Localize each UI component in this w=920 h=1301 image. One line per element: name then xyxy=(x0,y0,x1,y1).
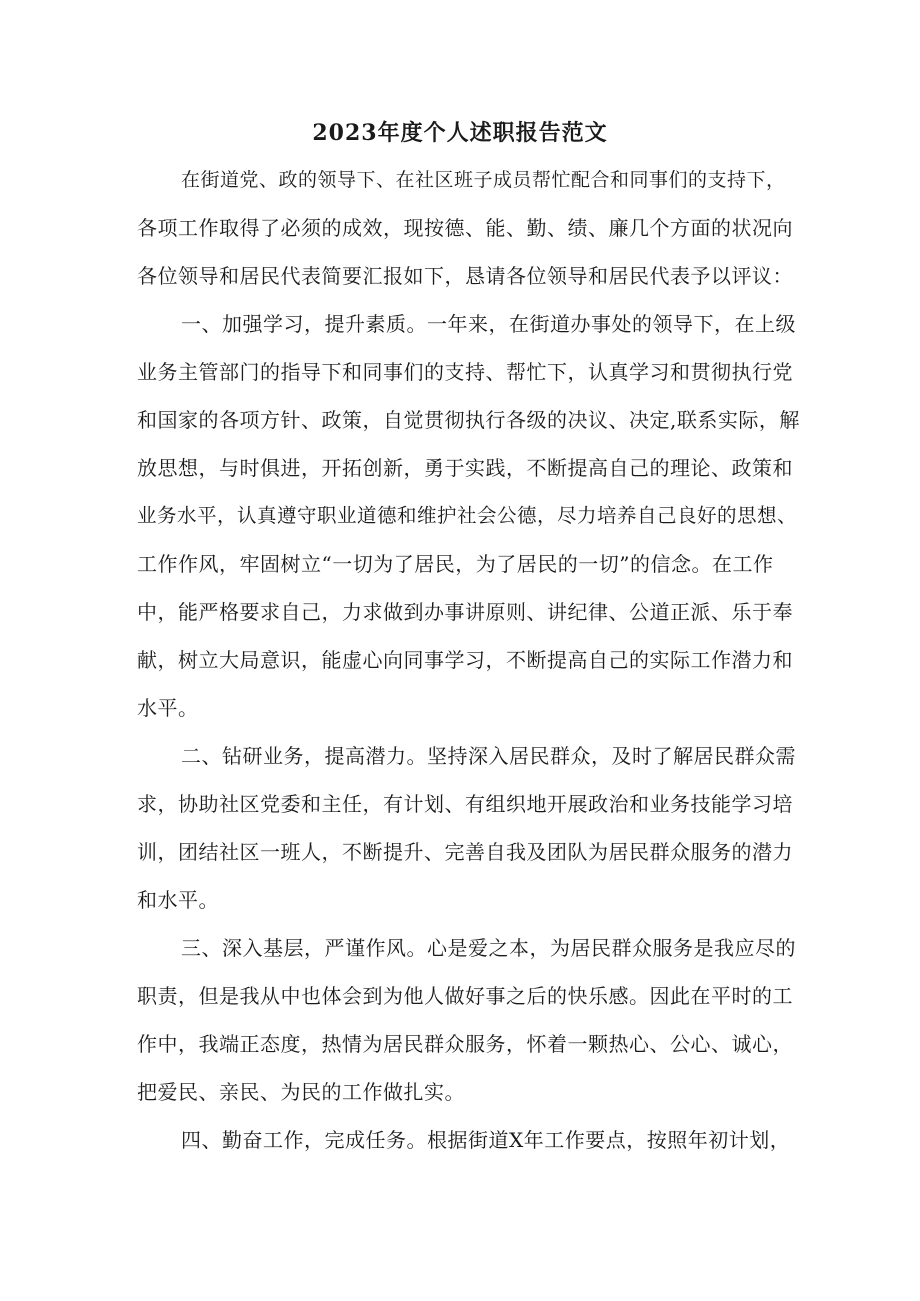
text-line: 各项工作取得了必须的成效，现按德、能、勤、绩、廉几个方面的状况向 xyxy=(137,216,793,240)
text-line: 放思想，与时俱进，开拓创新，勇于实践，不断提高自己的理论、政策和 xyxy=(137,456,793,480)
text-line: 水平。 xyxy=(137,696,199,720)
text-line: 训，团结社区一班人，不断提升、完善自我及团队为居民群众服务的潜力 xyxy=(137,840,793,864)
text-line: 业务水平，认真遵守职业道德和维护社会公德，尽力培养自己良好的思想、 xyxy=(137,504,798,527)
text-line: 求，协助社区党委和主任，有计划、有组织地开展政治和业务技能学习培 xyxy=(137,792,793,816)
text-line: 作中，我端正态度，热情为居民群众服务，怀着一颗热心、公心、诚心， xyxy=(137,1032,793,1056)
text-line: 献，树立大局意识，能虚心向同事学习，不断提高自己的实际工作潜力和 xyxy=(137,648,793,672)
text-line: 和水平。 xyxy=(137,888,219,912)
text-line: 三、深入基层，严谨作风。心是爱之本，为居民群众服务是我应尽的 xyxy=(181,936,796,960)
text-line: 职责，但是我从中也体会到为他人做好事之后的快乐感。因此在平时的工 xyxy=(137,984,793,1008)
text-line: 四、勤奋工作，完成任务。根据街道X年工作要点，按照年初计划， xyxy=(181,1128,791,1152)
text-line: 一、加强学习，提升素质。一年来，在街道办事处的领导下，在上级 xyxy=(181,312,796,336)
text-line: 各位领导和居民代表简要汇报如下，恳请各位领导和居民代表予以评议： xyxy=(137,264,793,288)
text-line: 把爱民、亲民、为民的工作做扎实。 xyxy=(137,1080,465,1104)
text-line: 和国家的各项方针、政策，自觉贯彻执行各级的决议、决定,联系实际，解 xyxy=(137,408,800,432)
text-line: 在街道党、政的领导下、在社区班子成员帮忙配合和同事们的支持下， xyxy=(181,169,786,191)
text-line: 工作作风，牢固树立“一切为了居民，为了居民的一切”的信念。在工作 xyxy=(137,552,774,576)
text-line: 中，能严格要求自己，力求做到办事讲原则、讲纪律、公道正派、乐于奉 xyxy=(137,600,793,624)
text-line: 业务主管部门的指导下和同事们的支持、帮忙下，认真学习和贯彻执行党 xyxy=(137,360,793,384)
document-title: 2023年度个人述职报告范文 xyxy=(312,120,608,146)
text-line: 二、钻研业务，提高潜力。坚持深入居民群众，及时了解居民群众需 xyxy=(181,744,796,768)
